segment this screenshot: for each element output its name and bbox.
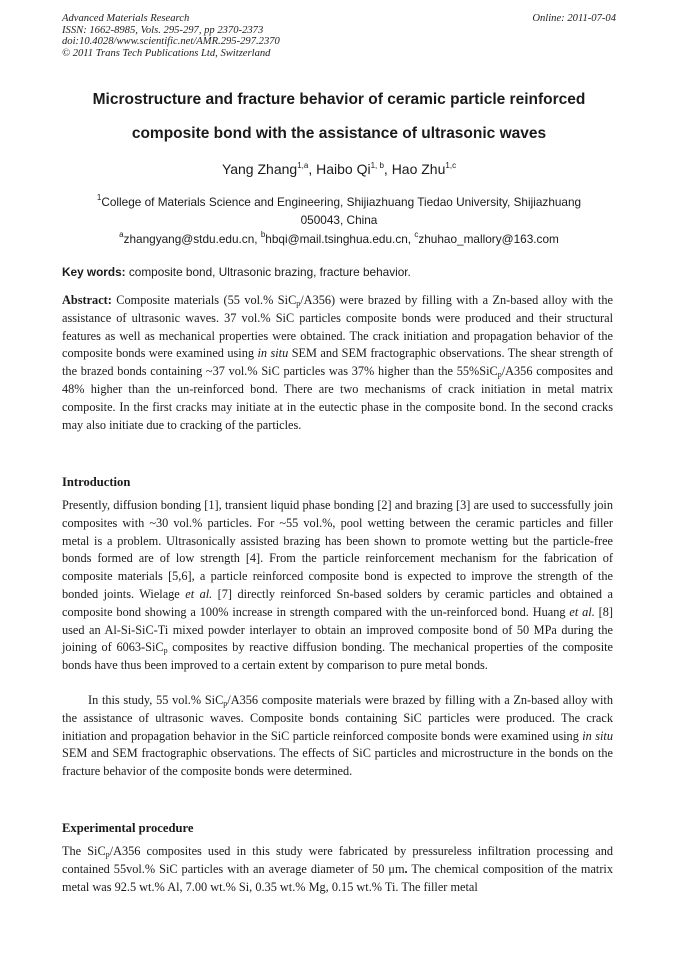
abstract-text: /A356 composites and 48% higher than the un-reinforced bond. There are two mechanisms of crack initiation in metal matrix composite. In the first cracks may initiate at in the eutectic phase in the composite bond. In the second cracks may also initiate due to cracking of the particles. <box>62 364 613 432</box>
experimental-heading: Experimental procedure <box>62 821 194 835</box>
abstract-text: /A356) were brazed by filling with a Zn-based alloy with the assistance of ultrasonic waves. 37 vol.% SiC particles composite bonds were produced and their structural features as well as mechanical properties were obtained. The crack initiation and propagation behavior of the composite bonds were examined using <box>62 293 613 361</box>
email-mark: c <box>414 230 419 239</box>
body-text: /A356 composite materials were brazed by filling with a Zn-based alloy with the assistance of ultrasonic waves. Composite bonds containing SiC particles were produced. The crack initiation and propagation behavior in the SiC particle reinforced composite bonds were examined using <box>62 693 613 743</box>
body-text: The chemical composition of the matrix metal was 92.5 wt.% Al, 7.00 wt.% Si, 0.35 wt.% Mg, 0.15 wt.% Ti. The filler metal <box>62 861 613 894</box>
email-list <box>62 231 616 247</box>
author-separator: , <box>383 161 392 177</box>
subscript: p <box>163 646 168 656</box>
abstract-text: Composite materials (55 vol.% SiC <box>111 293 297 307</box>
subscript: p <box>223 699 228 708</box>
email-address: zhangyang@stdu.edu.cn <box>123 232 255 246</box>
email-separator: , <box>254 232 261 246</box>
keywords-text: composite bond, Ultrasonic brazing, fracture behavior. <box>125 265 411 279</box>
author-list <box>62 160 616 178</box>
keywords <box>62 264 616 280</box>
author-name: Haibo Qi <box>316 161 371 177</box>
doi-line: doi:10.4028/www.scientific.net/AMR.295-297.2370 <box>62 36 280 48</box>
copyright-line: © 2011 Trans Tech Publications Ltd, Switzerland <box>62 47 271 59</box>
body-text: /A356 composites used in this study were fabricated by pressureless infiltration processing and contained 55vol.% SiC particles with an average diameter of 50 μm <box>62 844 613 876</box>
body-text: In this study, 55 vol.% SiC <box>88 693 224 707</box>
affiliation-line-1: College of Materials Science and Engineering, Shijiazhuang Tiedao University, Shijiazhuang <box>101 195 582 209</box>
email-address: hbqi@mail.tsinghua.edu.cn <box>265 232 408 246</box>
email-address: zhuhao_mallory@163.com <box>418 232 559 246</box>
abstract-text: SEM and SEM fractographic observations. The shear strength of the brazed bonds containing ~37 vol.% SiC particles was 37% higher than the 55%SiC <box>62 346 614 379</box>
introduction-heading: Introduction <box>62 475 131 489</box>
online-date: Online: 2011-07-04 <box>532 13 616 24</box>
author-affiliation-mark: 1,a <box>297 161 309 170</box>
author-separator: , <box>308 161 317 177</box>
subscript: p <box>296 299 301 308</box>
introduction-paragraph-2 <box>62 692 613 781</box>
author-name: Hao Zhu <box>391 161 446 177</box>
author-name: Yang Zhang <box>221 161 298 177</box>
subscript: p <box>497 370 502 380</box>
body-text: SEM and SEM fractographic observations. The effects of SiC particles and microstructure in the bonds on the fracture behavior of the composite bonds were determined. <box>62 746 613 779</box>
affiliation-mark: 1 <box>96 193 102 202</box>
issn-line: ISSN: 1662-8985, Vols. 295-297, pp 2370-2373 <box>62 24 264 36</box>
body-text: Presently, diffusion bonding [1], transient liquid phase bonding [2] and brazing [3] are used to successfully join composites with ~30 vol.% particles. For ~55 vol.%, pool wetting between the ceramic particles and filler metal is a problem. Ultrasonically assisted brazing has been shown to promote wetting but the particle-free bonds formed are of low strength [4]. From the particle reinforcement mechanism for the fabrication of composite materials [5,6], a particle reinforced composite bond is expected to improve the strength of the bonded joints. Wielage <box>62 498 613 601</box>
introduction-paragraph-1 <box>62 497 613 675</box>
author-affiliation-mark: 1,c <box>445 161 457 170</box>
italic-term: et al. <box>569 604 595 619</box>
body-text: The SiC <box>62 844 106 858</box>
experimental-paragraph-1 <box>62 843 613 896</box>
italic-term: et al. <box>185 586 213 601</box>
italic-term: in situ <box>582 728 614 743</box>
affiliation <box>62 194 616 229</box>
abstract-label: Abstract: <box>62 293 112 307</box>
bold-period: . <box>404 861 408 876</box>
author-affiliation-mark: 1, b <box>370 161 384 170</box>
abstract <box>62 292 613 434</box>
journal-header <box>62 13 616 59</box>
email-mark: b <box>260 230 266 239</box>
body-text: [8] used an Al-Si-SiC-Ti mixed powder interlayer to obtain an improved composite bond of 50 MPa during the joining of 6063-SiC <box>62 604 613 655</box>
journal-name: Advanced Materials Research <box>62 13 190 24</box>
body-text: [7] directly reinforced Sn-based solders by ceramic particles and obtained a composite bond showing a 100% increase in strength compared with the un-reinforced bond. Huang <box>62 586 613 619</box>
paper-title-line-1: Microstructure and fracture behavior of ceramic particle reinforced <box>92 91 586 108</box>
email-mark: a <box>119 230 124 239</box>
subscript: p <box>105 850 110 859</box>
body-text: composites by reactive diffusion bonding. The mechanical properties of the composite bonds have thus been improved to a certain extent by comparison to pure metal bonds. <box>62 640 613 673</box>
keywords-label: Key words: <box>62 265 126 279</box>
affiliation-line-2: 050043, China <box>300 212 378 227</box>
italic-term: in situ <box>257 346 289 361</box>
paper-title-line-2: composite bond with the assistance of ultrasonic waves <box>131 125 547 142</box>
email-separator: , <box>407 232 415 246</box>
